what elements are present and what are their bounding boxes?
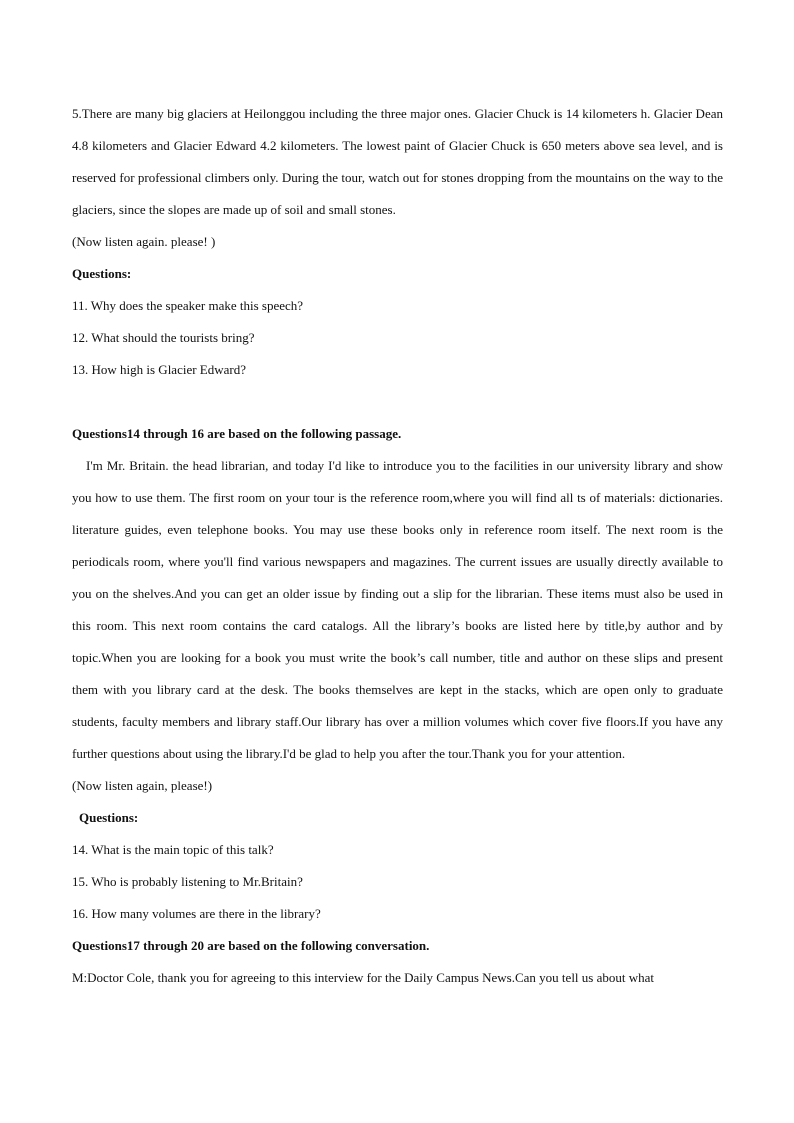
- question-13: 13. How high is Glacier Edward?: [72, 362, 247, 377]
- blank-line: [72, 386, 723, 418]
- questions-label-2: Questions:: [79, 810, 139, 825]
- passage-5: 5.There are many big glaciers at Heilonggou including the three major ones. Glacier Chuck is 14 kilometers h. Glacier Dean 4.8 kilometers and Glacier Edward 4.2 kilometers. The lowest paint of Glacier Chuck is 650 meters above sea level, and is reserved for professional climbers only. During the tour, watch out for stones dropping from the mountains on the way to the glaciers, since the slopes are made up of soil and small stones.: [72, 106, 723, 217]
- question-14: 14. What is the main topic of this talk?: [72, 842, 274, 857]
- section-heading-14-16: Questions14 through 16 are based on the following passage.: [72, 426, 402, 441]
- conversation-opening: M:Doctor Cole, thank you for agreeing to this interview for the Daily Campus News.Can you tell us about what: [72, 970, 654, 985]
- section-heading-17-20: Questions17 through 20 are based on the following conversation.: [72, 938, 430, 953]
- listen-again-note-2: (Now listen again, please!): [72, 778, 213, 793]
- library-passage: I'm Mr. Britain. the head librarian, and today I'd like to introduce you to the facilities in our university library and show you how to use them. The first room on your tour is the reference room,where you will find all ts of materials: dictionaries. literature guides, even telephone books. You may use these books only in reference room itself. The next room is the periodicals room, where you'll find various newspapers and magazines. The current issues are usually directly available to you on the shelves.And you can get an older issue by finding out a slip for the librarian. These items must also be used in this room. This next room contains the card catalogs. All the library’s books are listed here by title,by author and by topic.When you are looking for a book you must write the book’s call number, title and author on these slips and present them with you library card at the desk. The books themselves are kept in the stacks, which are open only to graduate students, faculty members and library staff.Our library has over a million volumes which cover five floors.If you have any further questions about using the library.I'd be glad to help you after the tour.Thank you for your attention.: [72, 458, 723, 761]
- question-11: 11. Why does the speaker make this speech?: [72, 298, 304, 313]
- question-15: 15. Who is probably listening to Mr.Britain?: [72, 874, 303, 889]
- question-12: 12. What should the tourists bring?: [72, 330, 255, 345]
- question-16: 16. How many volumes are there in the library?: [72, 906, 321, 921]
- document-body: [72, 98, 723, 994]
- listen-again-note-1: (Now listen again. please! ): [72, 234, 216, 249]
- questions-label-1: Questions:: [72, 266, 132, 281]
